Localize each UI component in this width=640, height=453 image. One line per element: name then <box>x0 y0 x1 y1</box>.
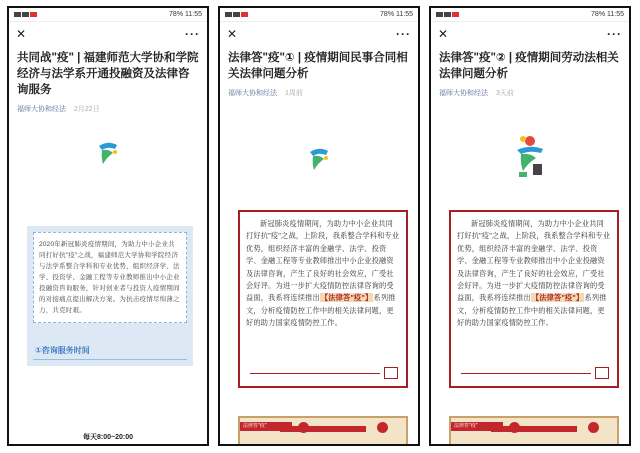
banner-ribbon: 法律答"疫" <box>451 422 503 431</box>
banner-bar <box>280 426 366 432</box>
battery-text: 78% <box>380 11 395 18</box>
lantern-icon <box>377 422 388 433</box>
publish-date: 1周前 <box>284 90 303 97</box>
school-logo-icon <box>304 144 334 174</box>
phone-screen-1 <box>7 6 209 446</box>
intro-text: 2020年新冠肺炎疫情期间，为助力中小企业共同打好抗"疫"之战，福建师范大学协和学院经济与法学系整合学科和专业优势，组织经济学、法学、投资学、金融工程等专业教师推出中小企业投融资咨询服务，针对创业者与投资人疫情期间的对接痛点提出解决方案。为抗击疫情尽绵薄之力，共克时艰。 <box>33 232 187 323</box>
article-meta <box>220 82 418 104</box>
time-text: 11:55 <box>185 11 202 18</box>
section-divider <box>33 359 187 360</box>
status-bar <box>431 8 629 22</box>
account-link[interactable]: 福师大协和经法 <box>17 106 66 113</box>
animated-logo-icon <box>509 134 551 180</box>
preface-body-after: 系列推文，分析疫情防控工作中的相关法律问题，更好的助力国家疫情防控工作。 <box>246 293 396 328</box>
seal-icon <box>595 367 609 379</box>
article-title: 法律答"疫"① | 疫情期间民事合同相关法律问题分析 <box>228 52 408 80</box>
banner-bar <box>491 426 577 432</box>
lantern-icon <box>588 422 599 433</box>
status-bar <box>220 8 418 22</box>
publish-date: 3天前 <box>495 90 514 97</box>
preface-body-after: 系列推文，分析疫情防控工作中的相关法律问题，更好的助力国家疫情防控工作。 <box>457 293 607 328</box>
banner-ribbon: 法律答"疫" <box>240 422 292 431</box>
series-highlight: 【法律答"疫"】 <box>320 293 373 303</box>
status-bar <box>9 8 207 22</box>
series-banner <box>449 416 619 446</box>
more-dots-icon[interactable]: ··· <box>185 27 200 41</box>
close-icon[interactable]: ✕ <box>438 27 449 41</box>
article-topbar <box>220 22 418 46</box>
account-link[interactable]: 福师大协和经法 <box>228 90 277 97</box>
preface-body-before: 新冠肺炎疫情期间，为助力中小企业共同打好抗"疫"之战，上阶段，我系整合学科和专业优势，组织经济丰富的金融学、法学、投资学、金融工程等专业教师推出中小企业投融资及法律咨询，产生了良好的社会效应，广受社会好评。为进一步扩大疫情防控法律咨询的受益面，我系将连续推出 <box>457 219 611 303</box>
service-hours: 每天8:00~20:00 <box>82 434 133 441</box>
article-title: 共同战"疫" | 福建师范大学协和学院经济与法学系开通投融资及法律咨询服务 <box>17 52 199 96</box>
article-meta <box>9 98 207 120</box>
battery-text: 78% <box>169 11 184 18</box>
preface-text <box>457 218 611 330</box>
box-divider <box>250 373 380 374</box>
intro-box <box>27 226 193 366</box>
series-highlight: 【法律答"疫"】 <box>531 293 584 303</box>
article-topbar <box>431 22 629 46</box>
publish-date: 2月22日 <box>73 106 100 113</box>
series-banner <box>238 416 408 446</box>
article-meta <box>431 82 629 104</box>
preface-box <box>238 210 408 388</box>
preface-box <box>449 210 619 388</box>
time-text: 11:55 <box>396 11 413 18</box>
signal-icons <box>225 11 249 18</box>
battery-text: 78% <box>591 11 606 18</box>
account-link[interactable]: 福师大协和经法 <box>439 90 488 97</box>
lantern-icon <box>298 422 309 433</box>
section-heading: ①咨询服务时间 <box>35 346 90 355</box>
close-icon[interactable]: ✕ <box>16 27 27 41</box>
lantern-icon <box>509 422 520 433</box>
preface-text <box>246 218 400 330</box>
article-title: 法律答"疫"② | 疫情期间劳动法相关法律问题分析 <box>439 52 619 80</box>
signal-icons <box>436 11 460 18</box>
signal-icons <box>14 11 38 18</box>
school-logo-icon <box>93 138 123 168</box>
more-dots-icon[interactable]: ··· <box>607 27 622 41</box>
phone-screen-2 <box>218 6 420 446</box>
article-topbar <box>9 22 207 46</box>
box-divider <box>461 373 591 374</box>
preface-body-before: 新冠肺炎疫情期间，为助力中小企业共同打好抗"疫"之战，上阶段，我系整合学科和专业优势，组织经济丰富的金融学、法学、投资学、金融工程等专业教师推出中小企业投融资及法律咨询，产生了良好的社会效应，广受社会好评。为进一步扩大疫情防控法律咨询的受益面，我系将连续推出 <box>246 219 400 303</box>
more-dots-icon[interactable]: ··· <box>396 27 411 41</box>
time-text: 11:55 <box>607 11 624 18</box>
phone-screen-3 <box>429 6 631 446</box>
seal-icon <box>384 367 398 379</box>
close-icon[interactable]: ✕ <box>227 27 238 41</box>
